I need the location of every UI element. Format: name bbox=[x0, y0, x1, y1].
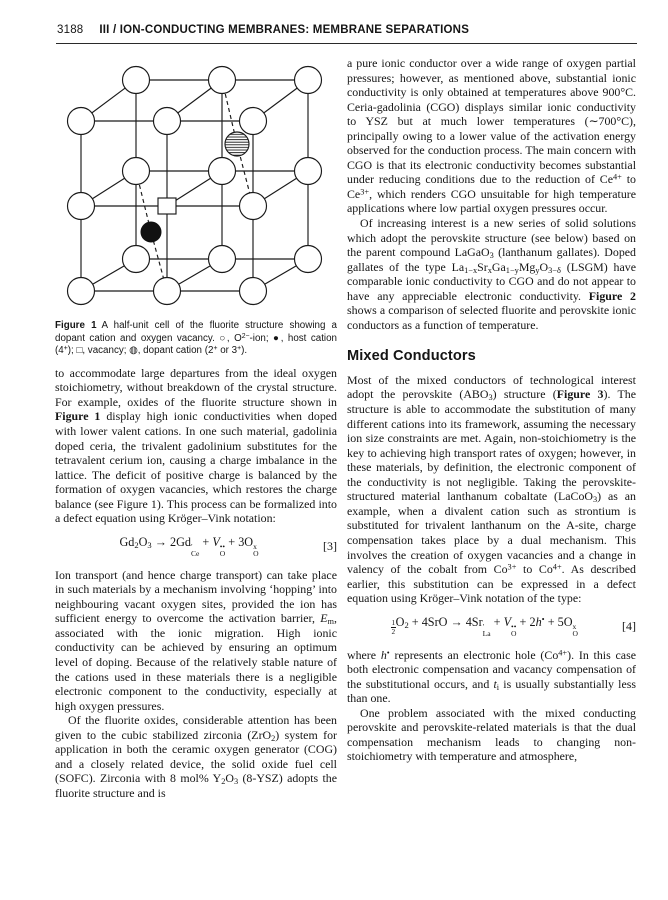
figure-1-caption: Figure 1 A half-unit cell of the fluorite structure showing a dopant cation and oxygen vacancy. ○, $O^{2-}$-ion; ●, host cation (4+); □, vacancy; ◍, dopant cation (2+ or 3+). bbox=[55, 320, 338, 357]
right-column bbox=[347, 56, 636, 764]
equation-3-formula: $Gd_2O_3 \to 2Gd$ ′ Ce + V •• O + 3O x O bbox=[119, 534, 259, 559]
section-heading-mixed-conductors: Mixed Conductors bbox=[347, 348, 476, 365]
page-header bbox=[57, 24, 636, 36]
figure-1 bbox=[55, 58, 337, 358]
body-paragraph: One problem associated with the mixed conducting perovskite and perovskite-related materials is that the dual compensation mechanism leads to changing non-stoichiometry with temperature and atmosphere, bbox=[347, 705, 636, 764]
body-paragraph: where h• represents an electronic hole $(Co^{4+})$. In this case both electronic compensation and vacancy compensation of the substitutional occurs, and $t_i$ is usually substantially less than one. bbox=[347, 647, 636, 706]
page-number: 3188 bbox=[57, 24, 84, 36]
body-paragraph: Ion transport (and hence charge transport) can take place in such materials by a mechanism involving ‘hopping’ into neighbouring vacant oxygen sites, provided the ion has sufficient energy to overcome the activation barrier, $E_m$, associated with the ionic migration. High ionic conductivity can be achieved by ensuring an optimum level of doping. Because of the relatively stable nature of the cations used in these materials there is a negligible electronic component to the conductivity, especially at high oxygen pressures. bbox=[55, 567, 337, 713]
equation-4 bbox=[347, 615, 636, 638]
body-paragraph: Most of the mixed conductors of technological interest adopt the perovskite $(ABO_3)$ structure (Figure 3). The structure is able to accommodate the substitution of many different cations into its framework, assuming the necessary ion size constraints are met. Again, non-stoichiometry is the key to achieving high transport rates of oxygen; however, in these materials, by definition, the electronic component of the conductivity is not negligible. Taking the perovskite-structured material lanthanum cobaltate (LaCoO$_3$) as an example, when a divalent cation such as strontium is substituted for trivalent lanthanum on the A-site, charge compensation takes place by a dual mechanism. This involves the creation of oxygen vacancies and a change in valency of the cobalt from $Co^{3+}$ to $Co^{4+}$. As described earlier, this substitution can be expressed in a defect equation using Kröger–Vink notation of the type: bbox=[347, 372, 636, 606]
header-rule bbox=[56, 43, 637, 44]
left-column bbox=[55, 56, 337, 800]
equation-3 bbox=[55, 535, 337, 558]
body-paragraph: to accommodate large departures from the ideal oxygen stoichiometry, without breakdown of the crystal structure. For example, oxides of the fluorite structure shown in Figure 1 display high ionic conductivities when doped with lower valent cations. In one such material, gadolinia doped ceria, the trivalent gadolinium substitutes for the tetravalent cerium ion, causing a charge imbalance in the lattice. The deficit of positive charge is balanced by the formation of oxygen vacancies, which restores the charge balance (see Figure 1). This process can be formalized into a defect equation using Kröger–Vink notation: bbox=[55, 365, 337, 526]
equation-4-number: [4] bbox=[622, 618, 636, 633]
host-cation-circle bbox=[141, 222, 161, 242]
vacancy-square bbox=[158, 198, 176, 214]
running-title: III / ION-CONDUCTING MEMBRANES: MEMBRANE SEPARATIONS bbox=[99, 24, 470, 36]
equation-4-formula: $\frac{1}{2}$ $O_2 + 4SrO \to 4Sr$ ′ La + V •• O + 2h• + 5O x O bbox=[391, 613, 578, 639]
fluorite-half-unit-cell-diagram bbox=[55, 58, 337, 316]
dopant-cation-circle bbox=[225, 132, 249, 156]
body-paragraph: a pure ionic conductor over a wide range of oxygen partial pressures; however, as mentioned above, substantial ionic conductivity is only obtained at temperatures above 900°C. Ceria-gadolinia (CGO) displays similar ionic conductivity to YSZ but at much lower temperatures (∼700°C), principally owing to a lower value of the activation energy observed for the conduction process. The main concern with CGO is that its electronic conductivity becomes substantial under reducing conditions due to the reduction of $Ce^{4+}$ to $Ce^{3+}$, which renders CGO unsuitable for high temperature applications where low partial oxygen pressures occur. bbox=[347, 56, 636, 216]
equation-3-number: [3] bbox=[323, 538, 337, 553]
body-paragraph: Of the fluorite oxides, considerable attention has been given to the cubic stabilized zirconia (ZrO$_2$) system for application in both the ceramic oxygen generator (COG) and a closely related device, the solid oxide fuel cell (SOFC). Zirconia with 8 mol% $Y_2O_3$ (8-YSZ) adopts the fluorite structure and is bbox=[55, 713, 337, 800]
body-paragraph: Of increasing interest is a new series of solid solutions which adopt the perovskite structure (see below) based on the parent compound LaGaO$_3$ (lanthanum gallates). Doped gallates of the type $La_{1-x}Sr_xGa_{1-y}Mg_yO_{3-\delta}$ (LSGM) have comparable ionic conductivity to CGO and do not appear to have any appreciable electronic conductivity. Figure 2 shows a comparison of selected fluorite and perovskite ionic conductors as a function of temperature. bbox=[347, 216, 636, 332]
